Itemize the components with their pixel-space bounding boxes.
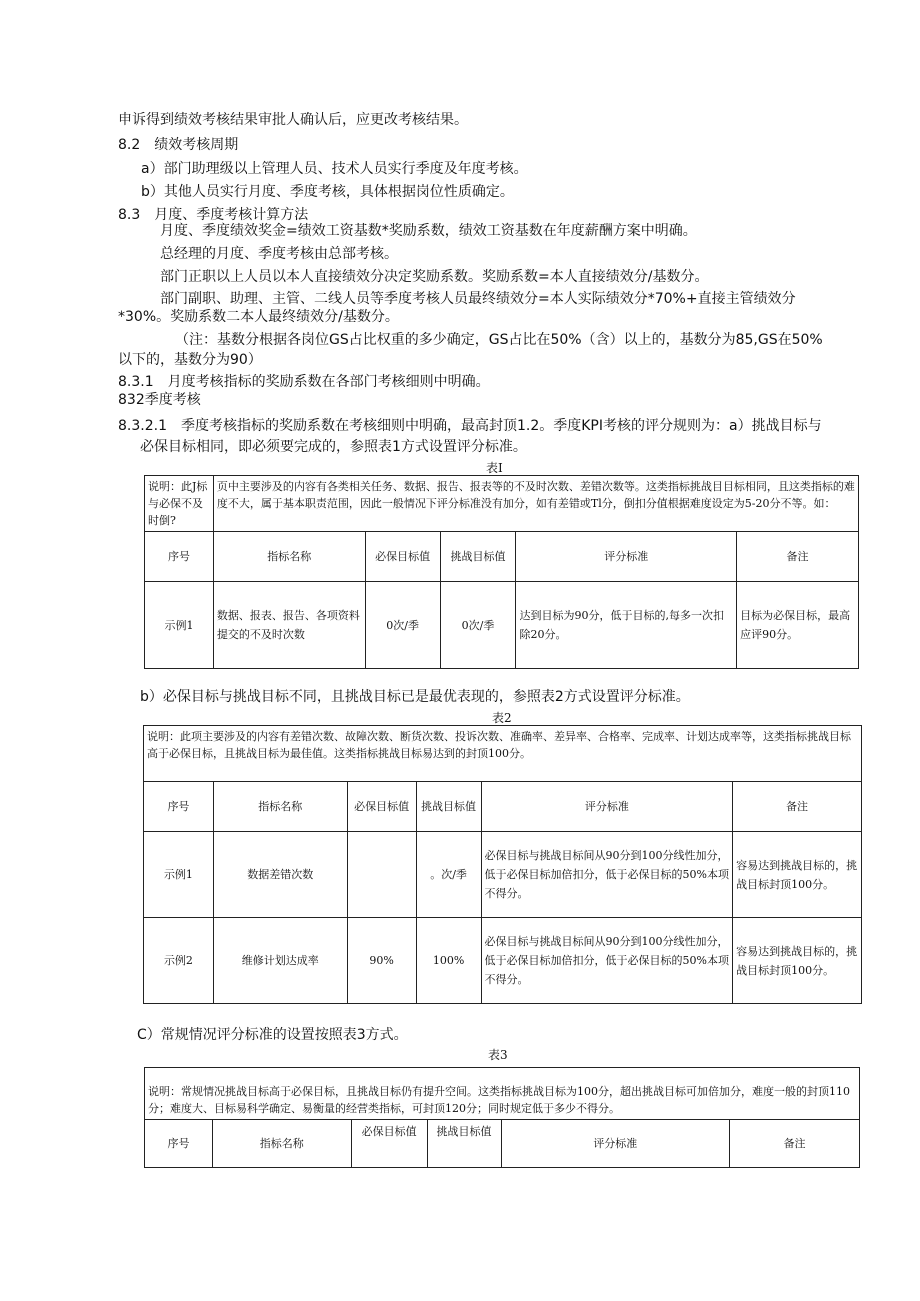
section-8-3-2-heading: 832季度考核: [118, 392, 201, 408]
table-2-header: 必保目标值: [347, 782, 416, 832]
table-cell: 数据、报表、报告、各项资料提交的不及时次数: [213, 582, 365, 669]
table-1-header: 序号: [145, 532, 214, 582]
table-2-header: 序号: [144, 782, 214, 832]
table-3: [144, 1067, 860, 1168]
table-cell: 达到目标为90分，低于目标的,每多一次扣除20分。: [516, 582, 737, 669]
table-3-caption: 表3: [488, 1048, 508, 1062]
table-3-header: 必保目标值: [351, 1120, 427, 1168]
table-3-header: 备注: [730, 1120, 860, 1168]
table-1-header: 备注: [737, 532, 859, 582]
text-line-7: 总经理的月度、季度考核由总部考核。: [160, 246, 398, 262]
table-2-header: 评分标准: [481, 782, 733, 832]
table-cell: 容易达到挑战目标的，挑战目标封顶100分。: [733, 832, 862, 918]
table-cell: 90%: [347, 918, 416, 1004]
table-2-header: 挑战目标值: [416, 782, 481, 832]
table-row: [145, 582, 859, 669]
text-line-1: 申诉得到绩效考核结果审批人确认后，应更改考核结果。: [118, 112, 468, 128]
table-cell: 目标为必保目标，最高应评90分。: [737, 582, 859, 669]
table-cell: [347, 832, 416, 918]
table-3-note: 说明：常规情况挑战目标高于必保目标，且挑战目标仍有提升空间。这类指标挑战目标为100分，超出挑战目标可加倍加分，难度一般的封顶110分；难度大、目标易科学确定、易衡量的经营类指标，可封顶120分；同时规定低于多少不得分。: [145, 1068, 860, 1120]
text-line-11: （注：基数分根据各岗位GS占比权重的多少确定，GS占比在50%（含）以上的，基数分为85,GS在50%: [175, 332, 823, 348]
section-8-2-heading: 8.2 绩效考核周期: [118, 137, 239, 153]
table-1-header: 评分标准: [516, 532, 737, 582]
table-2-caption: 表2: [492, 711, 512, 725]
section-8-3-heading: 8.3 月度、季度考核计算方法: [118, 207, 309, 223]
table-cell: 容易达到挑战目标的，挑战目标封顶100分。: [733, 918, 862, 1004]
table-3-header: 序号: [145, 1120, 213, 1168]
text-line-18: C）常规情况评分标准的设置按照表3方式。: [137, 1027, 408, 1043]
table-1-note-label: 说明：此J标与必保不及时倒?: [145, 476, 214, 532]
table-cell: 100%: [416, 918, 481, 1004]
text-line-12: 以下的，基数分为90）: [118, 352, 262, 368]
table-3-header: 指标名称: [212, 1120, 351, 1168]
text-line-9: 部门副职、助理、主管、二线人员等季度考核人员最终绩效分=本人实际绩效分*70%+直接主管绩效分: [160, 291, 796, 307]
table-cell: 必保目标与挑战目标间从90分到100分线性加分，低于必保目标加倍扣分，低于必保目标的50%本项不得分。: [481, 832, 733, 918]
text-line-15: 8.3.2.1 季度考核指标的奖励系数在考核细则中明确，最高封顶1.2。季度KPI考核的评分规则为：a）挑战目标与: [118, 418, 822, 434]
section-8-3-1-heading: 8.3.1 月度考核指标的奖励系数在各部门考核细则中明确。: [118, 374, 490, 390]
table-2-header: 指标名称: [213, 782, 347, 832]
text-line-3: a）部门助理级以上管理人员、技术人员实行季度及年度考核。: [141, 161, 528, 177]
table-1-header: 挑战目标值: [440, 532, 516, 582]
text-line-8: 部门正职以上人员以本人直接绩效分决定奖励系数。奖励系数=本人直接绩效分/基数分。: [160, 269, 709, 285]
table-cell: 必保目标与挑战目标间从90分到100分线性加分，低于必保目标加倍扣分，低于必保目标的50%本项不得分。: [481, 918, 733, 1004]
table-2-header: 备注: [733, 782, 862, 832]
table-2: [143, 725, 862, 1004]
text-line-16: 必保目标相同，即必须要完成的，参照表1方式设置评分标准。: [140, 439, 527, 455]
table-row: [144, 918, 862, 1004]
table-cell: 数据差错次数: [213, 832, 347, 918]
text-line-17: b）必保目标与挑战目标不同，且挑战目标已是最优表现的，参照表2方式设置评分标准。: [140, 689, 690, 705]
table-3-header: 评分标准: [501, 1120, 730, 1168]
text-line-4: b）其他人员实行月度、季度考核，具体根据岗位性质确定。: [141, 184, 514, 200]
table-row: [144, 832, 862, 918]
table-cell: 示例1: [145, 582, 214, 669]
table-1-caption: 表I: [486, 461, 503, 475]
table-cell: 。次/季: [416, 832, 481, 918]
table-1: [144, 475, 859, 669]
table-2-note: 说明：此项主要涉及的内容有差错次数、故障次数、断货次数、投诉次数、准确率、差异率、合格率、完成率、计划达成率等，这类指标挑战目标高于必保目标，且挑战目标为最佳值。这类指标挑战目标易达到的封顶100分。: [144, 726, 862, 782]
table-1-header: 必保目标值: [365, 532, 440, 582]
table-cell: 0次/季: [440, 582, 516, 669]
text-line-10: *30%。奖励系数二本人最终绩效分/基数分。: [118, 309, 399, 325]
table-cell: 0次/季: [365, 582, 440, 669]
table-cell: 示例1: [144, 832, 214, 918]
table-3-header: 挑战目标值: [427, 1120, 501, 1168]
table-1-header: 指标名称: [213, 532, 365, 582]
table-cell: 维修计划达成率: [213, 918, 347, 1004]
text-line-6: 月度、季度绩效奖金=绩效工资基数*奖励系数，绩效工资基数在年度薪酬方案中明确。: [160, 223, 697, 239]
table-1-note: 页中主要涉及的内容有各类相关任务、数据、报告、报表等的不及时次数、差错次数等。这类指标挑战目目标相同，且这类指标的难度不大，属于基本职责范围，因此一般情况下评分标准没有加分，如有差错或Tl分，倒扣分值根据难度设定为5-20分不等。如：: [213, 476, 858, 532]
table-cell: 示例2: [144, 918, 214, 1004]
